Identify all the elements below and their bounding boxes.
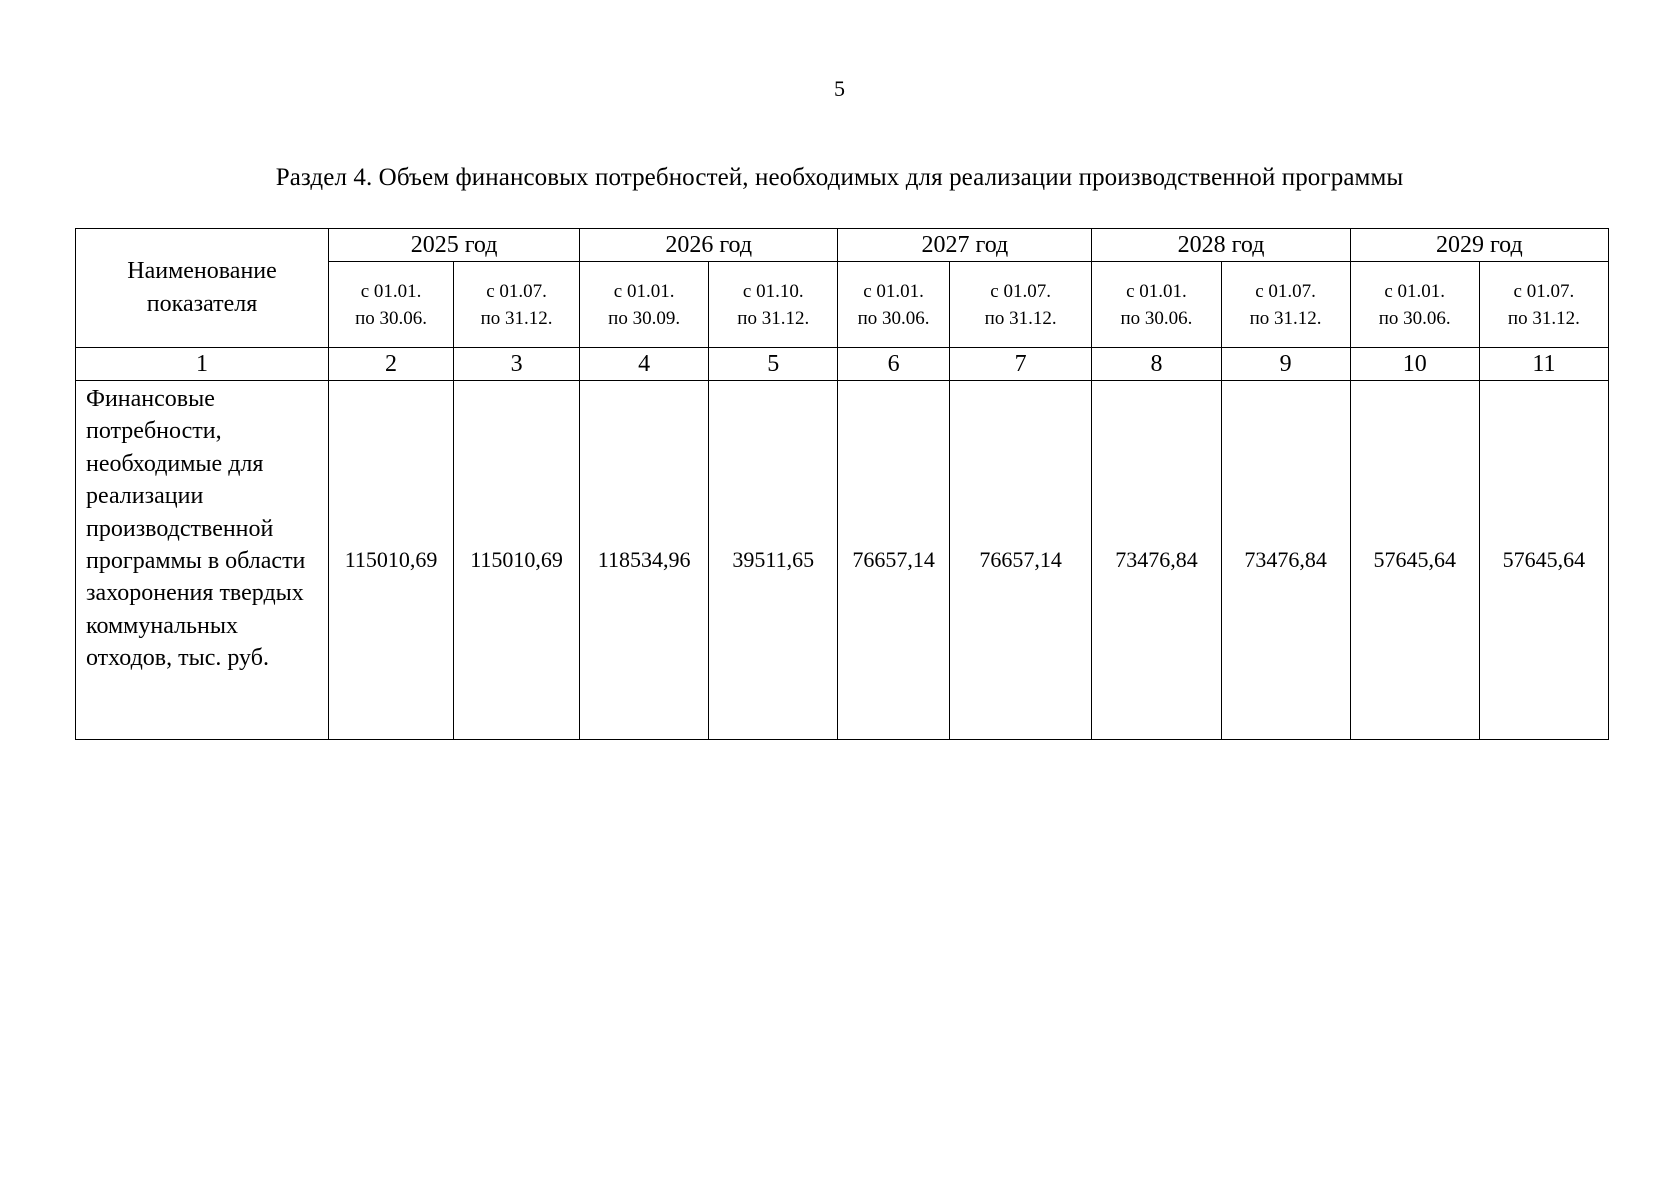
value-cell: 73476,84 [1092, 381, 1221, 740]
period-from: с 01.01. [613, 280, 675, 302]
page-number: 5 [834, 76, 845, 101]
period-header [709, 262, 838, 348]
year-header: 2029 год [1350, 229, 1608, 262]
period-from: с 01.07. [1513, 280, 1575, 302]
indicator-name: Финансовые потребности, необходимые для реализации производственной программы в области захоронения твердых коммунальных отходов, тыс. руб. [76, 381, 329, 740]
period-header [1221, 262, 1350, 348]
indicator-name-header: Наименование показателя [76, 229, 329, 348]
year-header: 2026 год [580, 229, 838, 262]
value-cell: 73476,84 [1221, 381, 1350, 740]
period-header [329, 262, 454, 348]
column-number: 1 [76, 348, 329, 381]
year-header-row [76, 229, 1609, 262]
period-from: с 01.01. [360, 280, 422, 302]
value-cell: 118534,96 [580, 381, 709, 740]
period-header [1350, 262, 1479, 348]
period-header [580, 262, 709, 348]
period-to: по 31.12. [480, 307, 553, 329]
year-header: 2025 год [329, 229, 580, 262]
period-to: по 30.06. [857, 307, 930, 329]
column-number: 3 [454, 348, 580, 381]
table-row [76, 381, 1609, 740]
period-from: с 01.01. [1126, 280, 1187, 302]
period-to: по 30.06. [1120, 307, 1193, 329]
column-number: 6 [838, 348, 950, 381]
value-cell: 115010,69 [454, 381, 580, 740]
period-from: с 01.07. [486, 280, 547, 302]
period-from: с 01.01. [1384, 280, 1446, 302]
period-to: по 30.06. [355, 307, 428, 329]
value-cell: 57645,64 [1350, 381, 1479, 740]
value-cell: 39511,65 [709, 381, 838, 740]
period-to: по 30.06. [1378, 307, 1451, 329]
period-header [949, 262, 1092, 348]
period-to: по 31.12. [984, 307, 1057, 329]
period-from: с 01.10. [742, 280, 804, 302]
column-number: 5 [709, 348, 838, 381]
year-header: 2028 год [1092, 229, 1350, 262]
column-number-row [76, 348, 1609, 381]
period-header [454, 262, 580, 348]
period-to: по 31.12. [1249, 307, 1322, 329]
period-to: по 30.09. [608, 307, 681, 329]
period-to: по 31.12. [1507, 307, 1580, 329]
value-cell: 57645,64 [1479, 381, 1608, 740]
period-to: по 31.12. [737, 307, 810, 329]
column-number: 9 [1221, 348, 1350, 381]
column-number: 11 [1479, 348, 1608, 381]
period-header [838, 262, 950, 348]
value-cell: 76657,14 [838, 381, 950, 740]
column-number: 7 [949, 348, 1092, 381]
column-number: 8 [1092, 348, 1221, 381]
period-header [1092, 262, 1221, 348]
period-header [1479, 262, 1608, 348]
period-from: с 01.01. [863, 280, 924, 302]
column-number: 2 [329, 348, 454, 381]
year-header: 2027 год [838, 229, 1092, 262]
period-from: с 01.07. [990, 280, 1051, 302]
value-cell: 76657,14 [949, 381, 1092, 740]
column-number: 4 [580, 348, 709, 381]
column-number: 10 [1350, 348, 1479, 381]
section-title: Раздел 4. Объем финансовых потребностей, необходимых для реализации производственной программы [275, 164, 1404, 191]
value-cell: 115010,69 [329, 381, 454, 740]
period-from: с 01.07. [1255, 280, 1316, 302]
financial-needs-table [75, 228, 1609, 740]
